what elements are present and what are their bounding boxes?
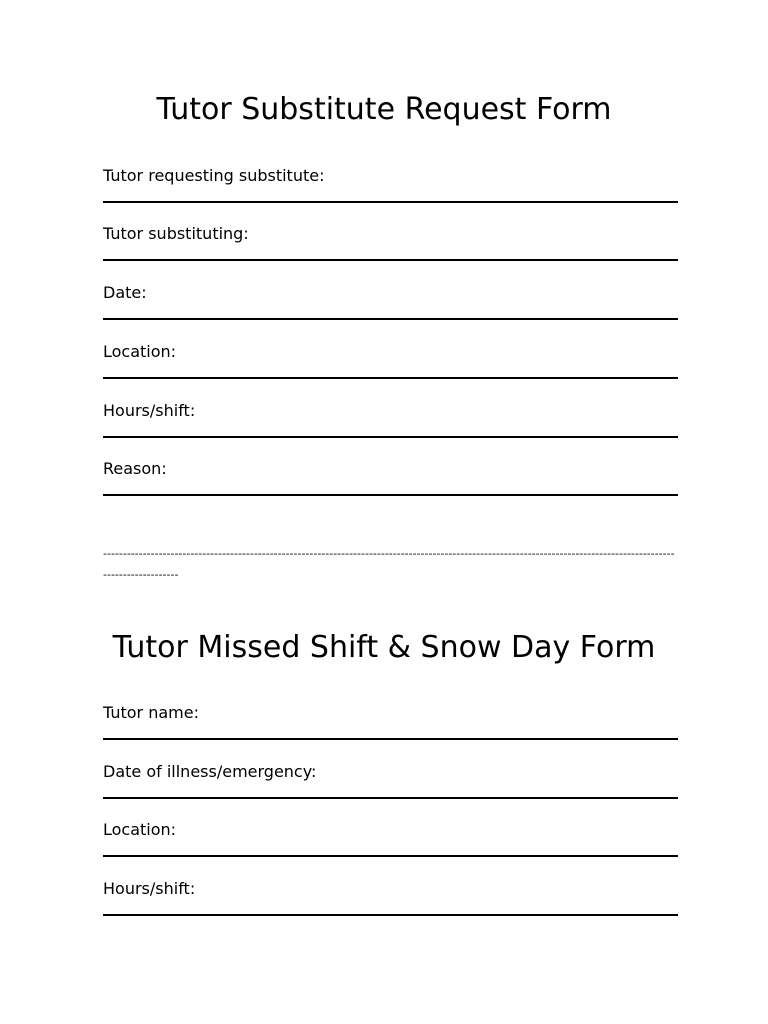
- field-tutor-requesting-substitute: [103, 166, 678, 186]
- field-label: Tutor name:: [103, 703, 199, 722]
- field-write-line[interactable]: [103, 797, 678, 799]
- field-label: Tutor substituting:: [103, 224, 249, 243]
- field-label: Date of illness/emergency:: [103, 762, 317, 781]
- field-write-line[interactable]: [103, 914, 678, 916]
- field-write-line[interactable]: [103, 201, 678, 203]
- field-write-line[interactable]: [103, 738, 678, 740]
- field-date: [103, 283, 678, 303]
- field-write-line[interactable]: [103, 377, 678, 379]
- field-label: Location:: [103, 820, 177, 839]
- field-location-2: [103, 820, 678, 840]
- field-write-line[interactable]: [103, 494, 678, 496]
- field-label: Reason:: [103, 459, 167, 478]
- field-tutor-name: [103, 703, 678, 723]
- field-label: Hours/shift:: [103, 879, 196, 898]
- substitute-form-title: Tutor Substitute Request Form: [156, 92, 612, 127]
- field-hours-shift: [103, 401, 678, 421]
- cut-divider: -------------------------------------------------------------------------------------------------------------------------------------------------------------------: [103, 547, 675, 581]
- field-date-of-illness: [103, 762, 678, 782]
- missed-shift-form-title: Tutor Missed Shift & Snow Day Form: [112, 630, 656, 665]
- field-hours-shift-2: [103, 879, 678, 899]
- field-label: Hours/shift:: [103, 401, 196, 420]
- field-label: Date:: [103, 283, 147, 302]
- field-write-line[interactable]: [103, 259, 678, 261]
- field-label: Tutor requesting substitute:: [103, 166, 325, 185]
- field-label: Location:: [103, 342, 177, 361]
- field-write-line[interactable]: [103, 318, 678, 320]
- field-location: [103, 342, 678, 362]
- field-reason: [103, 459, 678, 479]
- field-write-line[interactable]: [103, 436, 678, 438]
- field-tutor-substituting: [103, 224, 678, 244]
- field-write-line[interactable]: [103, 855, 678, 857]
